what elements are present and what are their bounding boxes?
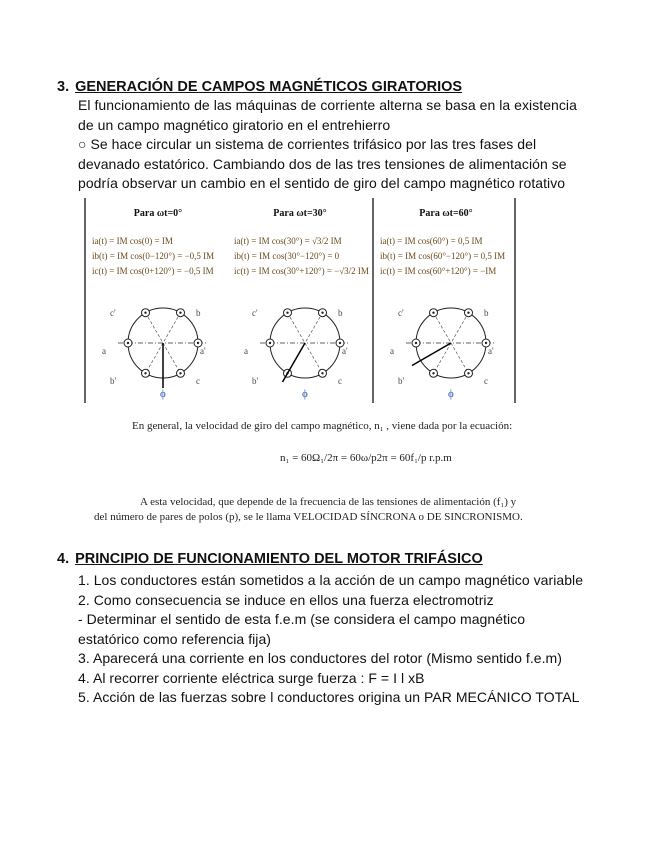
- list-item: 5. Acción de las fuerzas sobre l conductores origina un PAR MECÁNICO TOTAL: [78, 689, 580, 705]
- panel-title: Para ωt=60°: [419, 208, 473, 219]
- coil-label: a': [488, 346, 494, 356]
- list-item: 4. Al recorrer corriente eléctrica surge fuerza : F = I l xB: [78, 669, 425, 686]
- section-title: GENERACIÓN DE CAMPOS MAGNÉTICOS GIRATORIOS: [75, 79, 463, 95]
- section-title: PRINCIPIO DE FUNCIONAMIENTO DEL MOTOR TRIFÁSICO: [75, 551, 483, 567]
- coil-label: c: [484, 376, 488, 386]
- flux-label: ϕ: [448, 388, 454, 400]
- coil-label: c: [196, 376, 200, 386]
- paragraph-line: devanado estatórico. Cambiando dos de las tres tensiones de alimentación se: [78, 155, 567, 172]
- current-equation: ia(t) = IM cos(60°) = 0,5 IM: [380, 236, 483, 246]
- coil-label: b': [110, 376, 117, 386]
- rotating-field-figure: [84, 198, 516, 403]
- coil-label: c: [338, 376, 342, 386]
- section-3-heading: [57, 79, 462, 95]
- section-number: 4.: [57, 551, 70, 567]
- coil-label: c': [398, 308, 404, 318]
- current-equation: ia(t) = IM cos(0) = IM: [92, 236, 173, 246]
- current-equation: ic(t) = IM cos(30°+120°) = −√3/2 IM: [234, 266, 369, 276]
- paragraph-line: El funcionamiento de las máquinas de corriente alterna se basa en la existencia: [78, 97, 577, 113]
- current-equation: ib(t) = IM cos(0−120°) = −0,5 IM: [92, 251, 215, 261]
- coil-label: b: [196, 308, 201, 318]
- excerpt-line: A esta velocidad, que depende de la frecuencia de las tensiones de alimentación (f₁) y: [140, 496, 517, 508]
- flux-label: ϕ: [160, 388, 166, 400]
- current-equation: ic(t) = IM cos(60°+120°) = −IM: [380, 266, 497, 276]
- coil-label: a: [390, 346, 394, 356]
- list-item: - Determinar el sentido de esta f.e.m (se considera el campo magnético: [78, 611, 526, 627]
- phase-panel: [376, 198, 516, 403]
- list-item: 1. Los conductores están sometidos a la acción de un campo magnético variable: [78, 572, 584, 588]
- list-item: 2. Como consecuencia se induce en ellos una fuerza electromotriz: [78, 591, 494, 608]
- coil-label: a': [342, 346, 348, 356]
- current-equation: ib(t) = IM cos(60°−120°) = 0,5 IM: [380, 251, 506, 261]
- excerpt-line: En general, la velocidad de giro del campo magnético, n₁ , viene dada por la ecuación:: [132, 420, 513, 432]
- phase-panel: [230, 198, 370, 403]
- current-equation: ib(t) = IM cos(30°−120°) = 0: [234, 251, 340, 261]
- coil-label: b': [252, 376, 259, 386]
- current-equation: ic(t) = IM cos(0+120°) = −0,5 IM: [92, 266, 214, 276]
- coil-label: b: [338, 308, 343, 318]
- coil-label: a: [244, 346, 248, 356]
- panel-title: Para ωt=30°: [273, 208, 327, 219]
- coil-label: a: [102, 346, 106, 356]
- paragraph-line: podría observar un cambio en el sentido de giro del campo magnético rotativo: [78, 175, 566, 191]
- coil-label: b: [484, 308, 489, 318]
- synchronous-speed-formula: n₁ = 60Ω₁/2π = 60ω/p2π = 60f₁/p r.p.m: [280, 452, 452, 464]
- paragraph-line: ○ Se hace circular un sistema de corrientes trifásico por las tres fases del: [78, 136, 537, 152]
- coil-label: b': [398, 376, 405, 386]
- section-number: 3.: [57, 79, 70, 95]
- coil-label: a': [200, 346, 206, 356]
- section-4-heading: [57, 551, 483, 567]
- flux-label: ϕ: [302, 388, 308, 400]
- current-equation: ia(t) = IM cos(30°) = √3/2 IM: [234, 236, 342, 246]
- list-item: 3. Aparecerá una corriente en los conductores del rotor (Mismo sentido f.e.m): [78, 650, 562, 666]
- coil-label: c': [110, 308, 116, 318]
- coil-label: c': [252, 308, 258, 318]
- list-item: estatórico como referencia fija): [78, 630, 272, 647]
- excerpt-line: del número de pares de polos (p), se le llama VELOCIDAD SÍNCRONA o DE SINCRONISMO.: [94, 511, 523, 523]
- panel-title: Para ωt=0°: [133, 208, 183, 219]
- phase-panel: [88, 198, 228, 403]
- paragraph-line: de un campo magnético giratorio en el entrehierro: [78, 116, 391, 133]
